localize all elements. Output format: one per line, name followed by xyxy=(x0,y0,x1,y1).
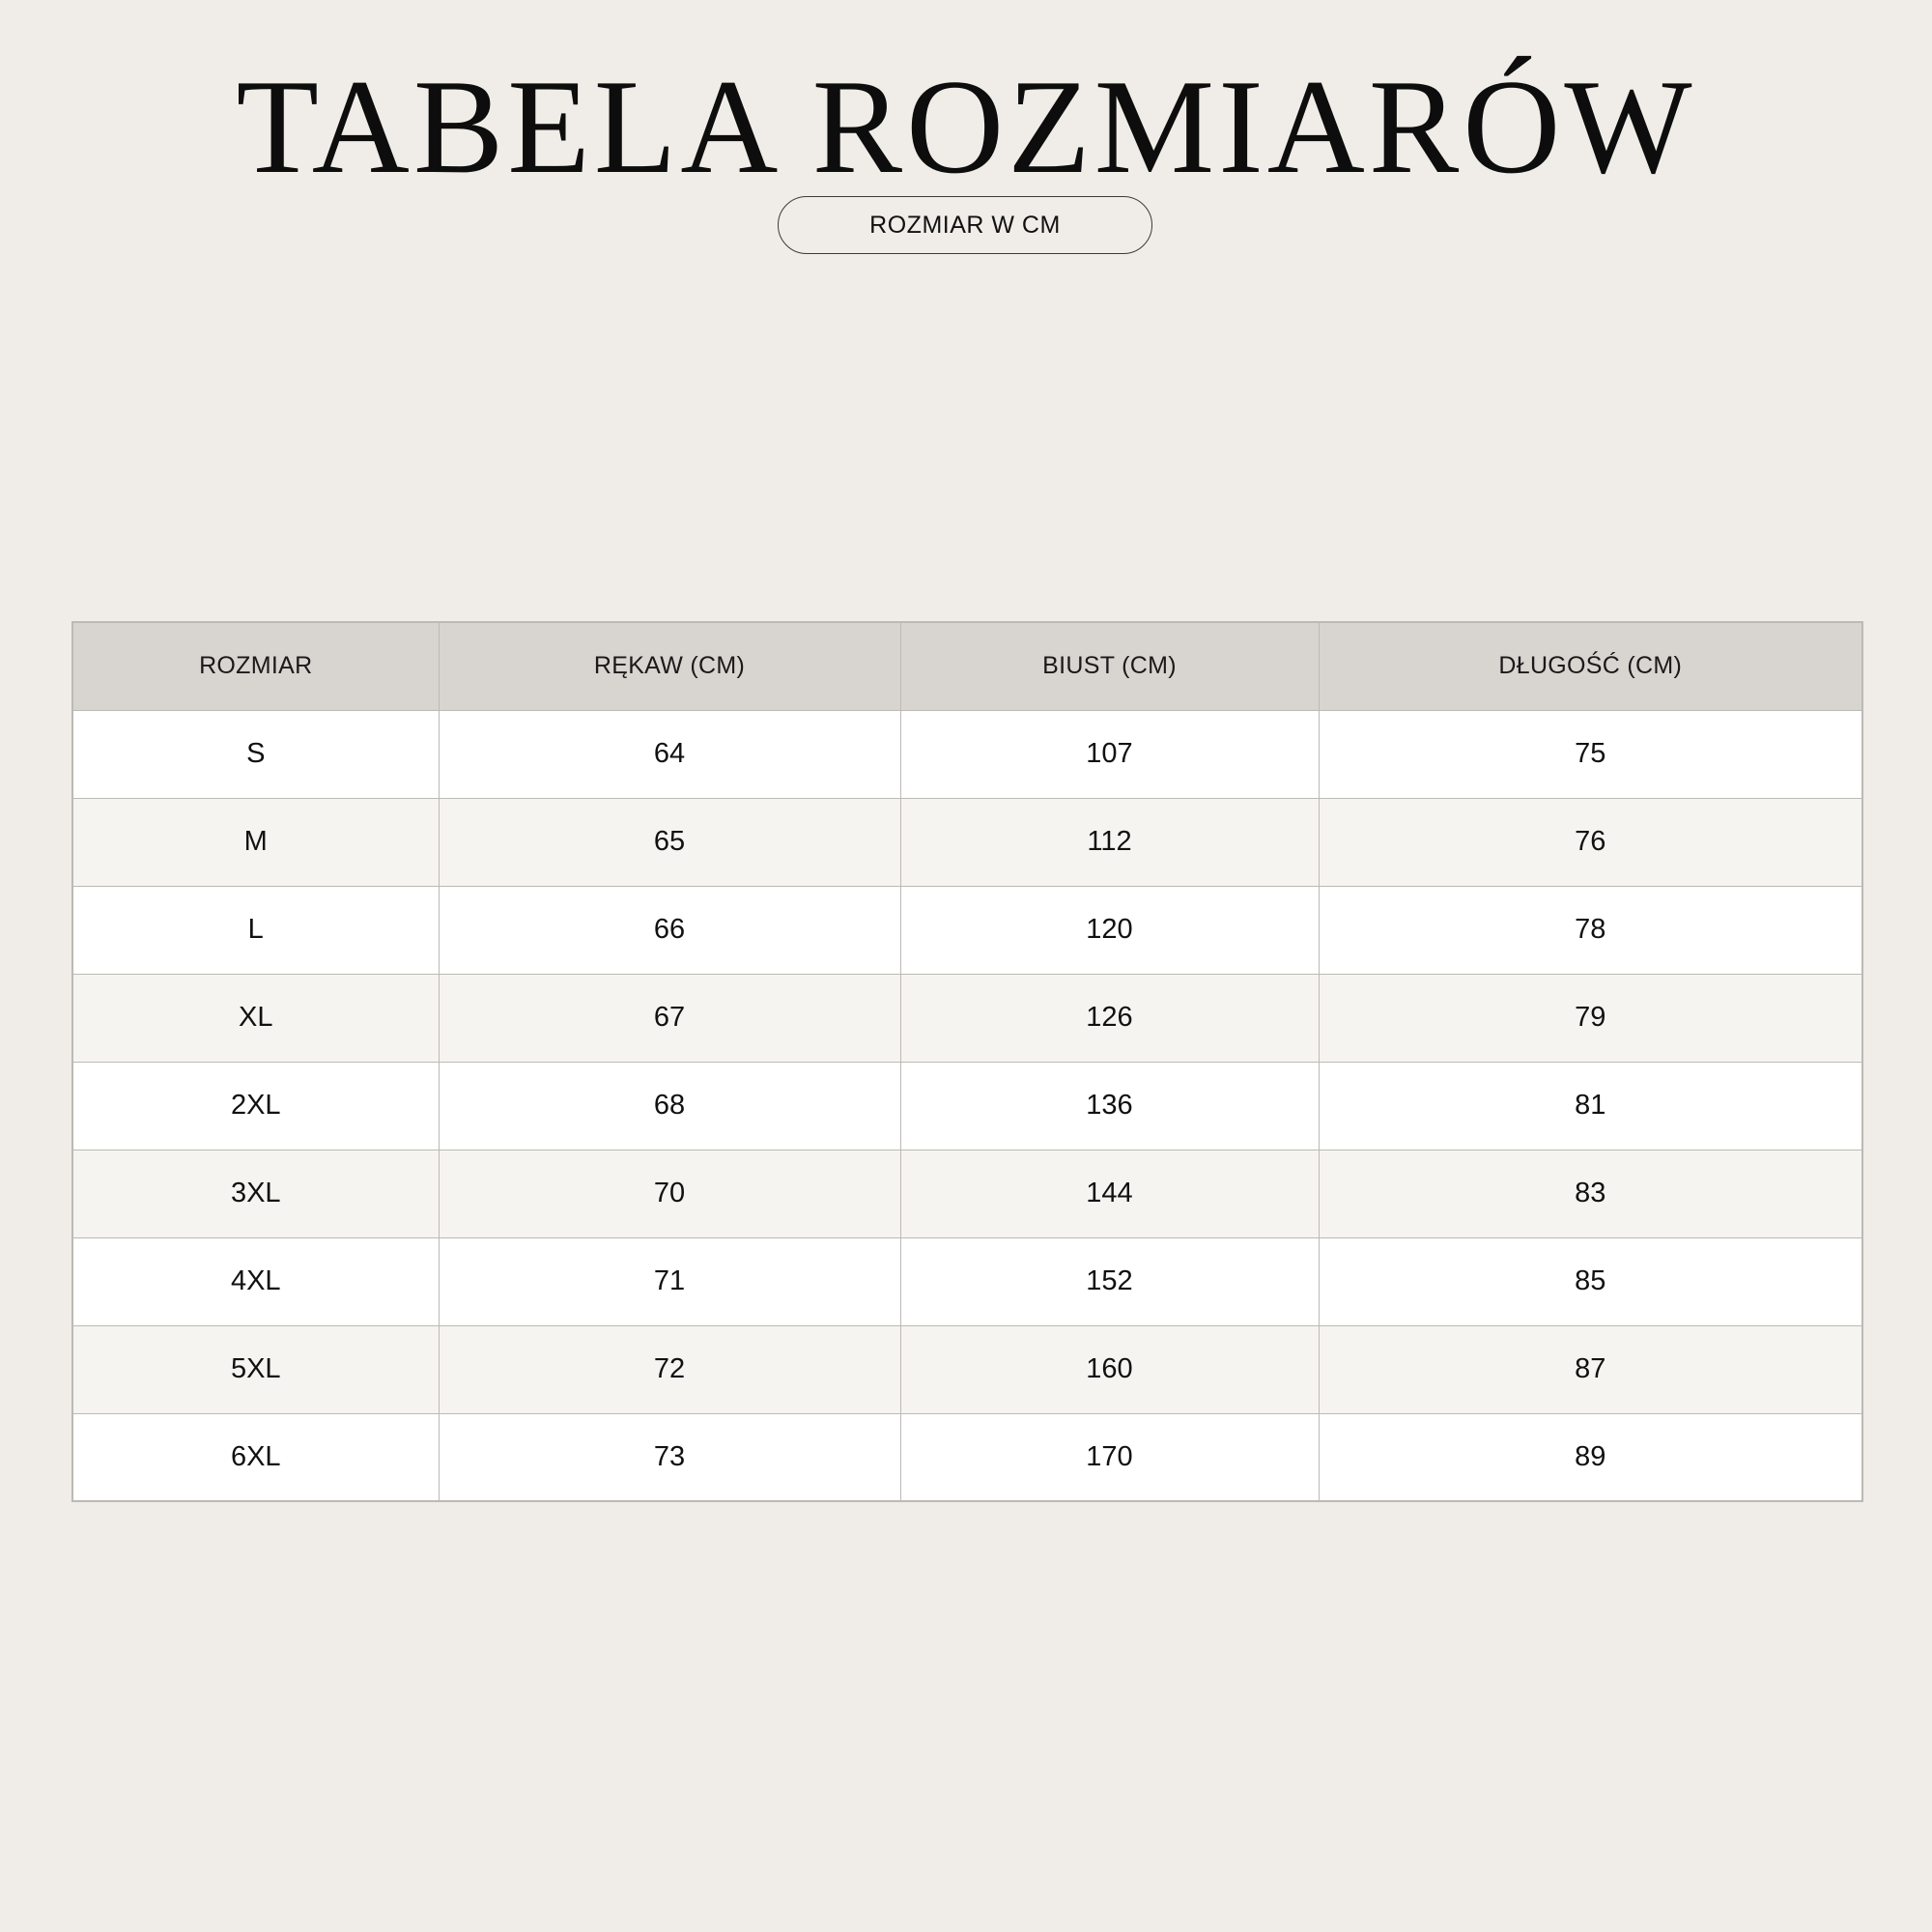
header-size: ROZMIAR xyxy=(72,622,439,710)
cell-sleeve: 67 xyxy=(439,974,900,1062)
cell-length: 87 xyxy=(1319,1325,1862,1413)
cell-sleeve: 65 xyxy=(439,798,900,886)
size-chart-table xyxy=(71,621,1863,1502)
header-sleeve: RĘKAW (CM) xyxy=(439,622,900,710)
header-chest: BIUST (CM) xyxy=(900,622,1319,710)
table-row xyxy=(72,1413,1862,1501)
cell-size: XL xyxy=(72,974,439,1062)
table-row xyxy=(72,886,1862,974)
cell-chest: 144 xyxy=(900,1150,1319,1237)
cell-size: S xyxy=(72,710,439,798)
page-title: TABELA ROZMIARÓW xyxy=(236,52,1696,202)
cell-length: 76 xyxy=(1319,798,1862,886)
cell-chest: 152 xyxy=(900,1237,1319,1325)
table-row xyxy=(72,1150,1862,1237)
cell-size: 6XL xyxy=(72,1413,439,1501)
cell-length: 75 xyxy=(1319,710,1862,798)
cell-length: 78 xyxy=(1319,886,1862,974)
cell-size: 2XL xyxy=(72,1062,439,1150)
table-row xyxy=(72,1062,1862,1150)
cell-sleeve: 66 xyxy=(439,886,900,974)
cell-size: 3XL xyxy=(72,1150,439,1237)
unit-badge: ROZMIAR W CM xyxy=(778,196,1152,254)
cell-chest: 160 xyxy=(900,1325,1319,1413)
cell-size: 5XL xyxy=(72,1325,439,1413)
cell-length: 83 xyxy=(1319,1150,1862,1237)
cell-sleeve: 64 xyxy=(439,710,900,798)
table-row xyxy=(72,1325,1862,1413)
cell-chest: 112 xyxy=(900,798,1319,886)
cell-size: L xyxy=(72,886,439,974)
cell-chest: 120 xyxy=(900,886,1319,974)
table-row xyxy=(72,798,1862,886)
cell-size: 4XL xyxy=(72,1237,439,1325)
header-length: DŁUGOŚĆ (CM) xyxy=(1319,622,1862,710)
cell-sleeve: 72 xyxy=(439,1325,900,1413)
cell-length: 81 xyxy=(1319,1062,1862,1150)
cell-sleeve: 68 xyxy=(439,1062,900,1150)
table-row xyxy=(72,710,1862,798)
cell-length: 79 xyxy=(1319,974,1862,1062)
cell-chest: 107 xyxy=(900,710,1319,798)
cell-sleeve: 71 xyxy=(439,1237,900,1325)
cell-length: 89 xyxy=(1319,1413,1862,1501)
cell-length: 85 xyxy=(1319,1237,1862,1325)
cell-sleeve: 73 xyxy=(439,1413,900,1501)
cell-sleeve: 70 xyxy=(439,1150,900,1237)
table-header-row xyxy=(72,622,1862,710)
cell-size: M xyxy=(72,798,439,886)
cell-chest: 170 xyxy=(900,1413,1319,1501)
table-row xyxy=(72,974,1862,1062)
table-row xyxy=(72,1237,1862,1325)
cell-chest: 136 xyxy=(900,1062,1319,1150)
cell-chest: 126 xyxy=(900,974,1319,1062)
